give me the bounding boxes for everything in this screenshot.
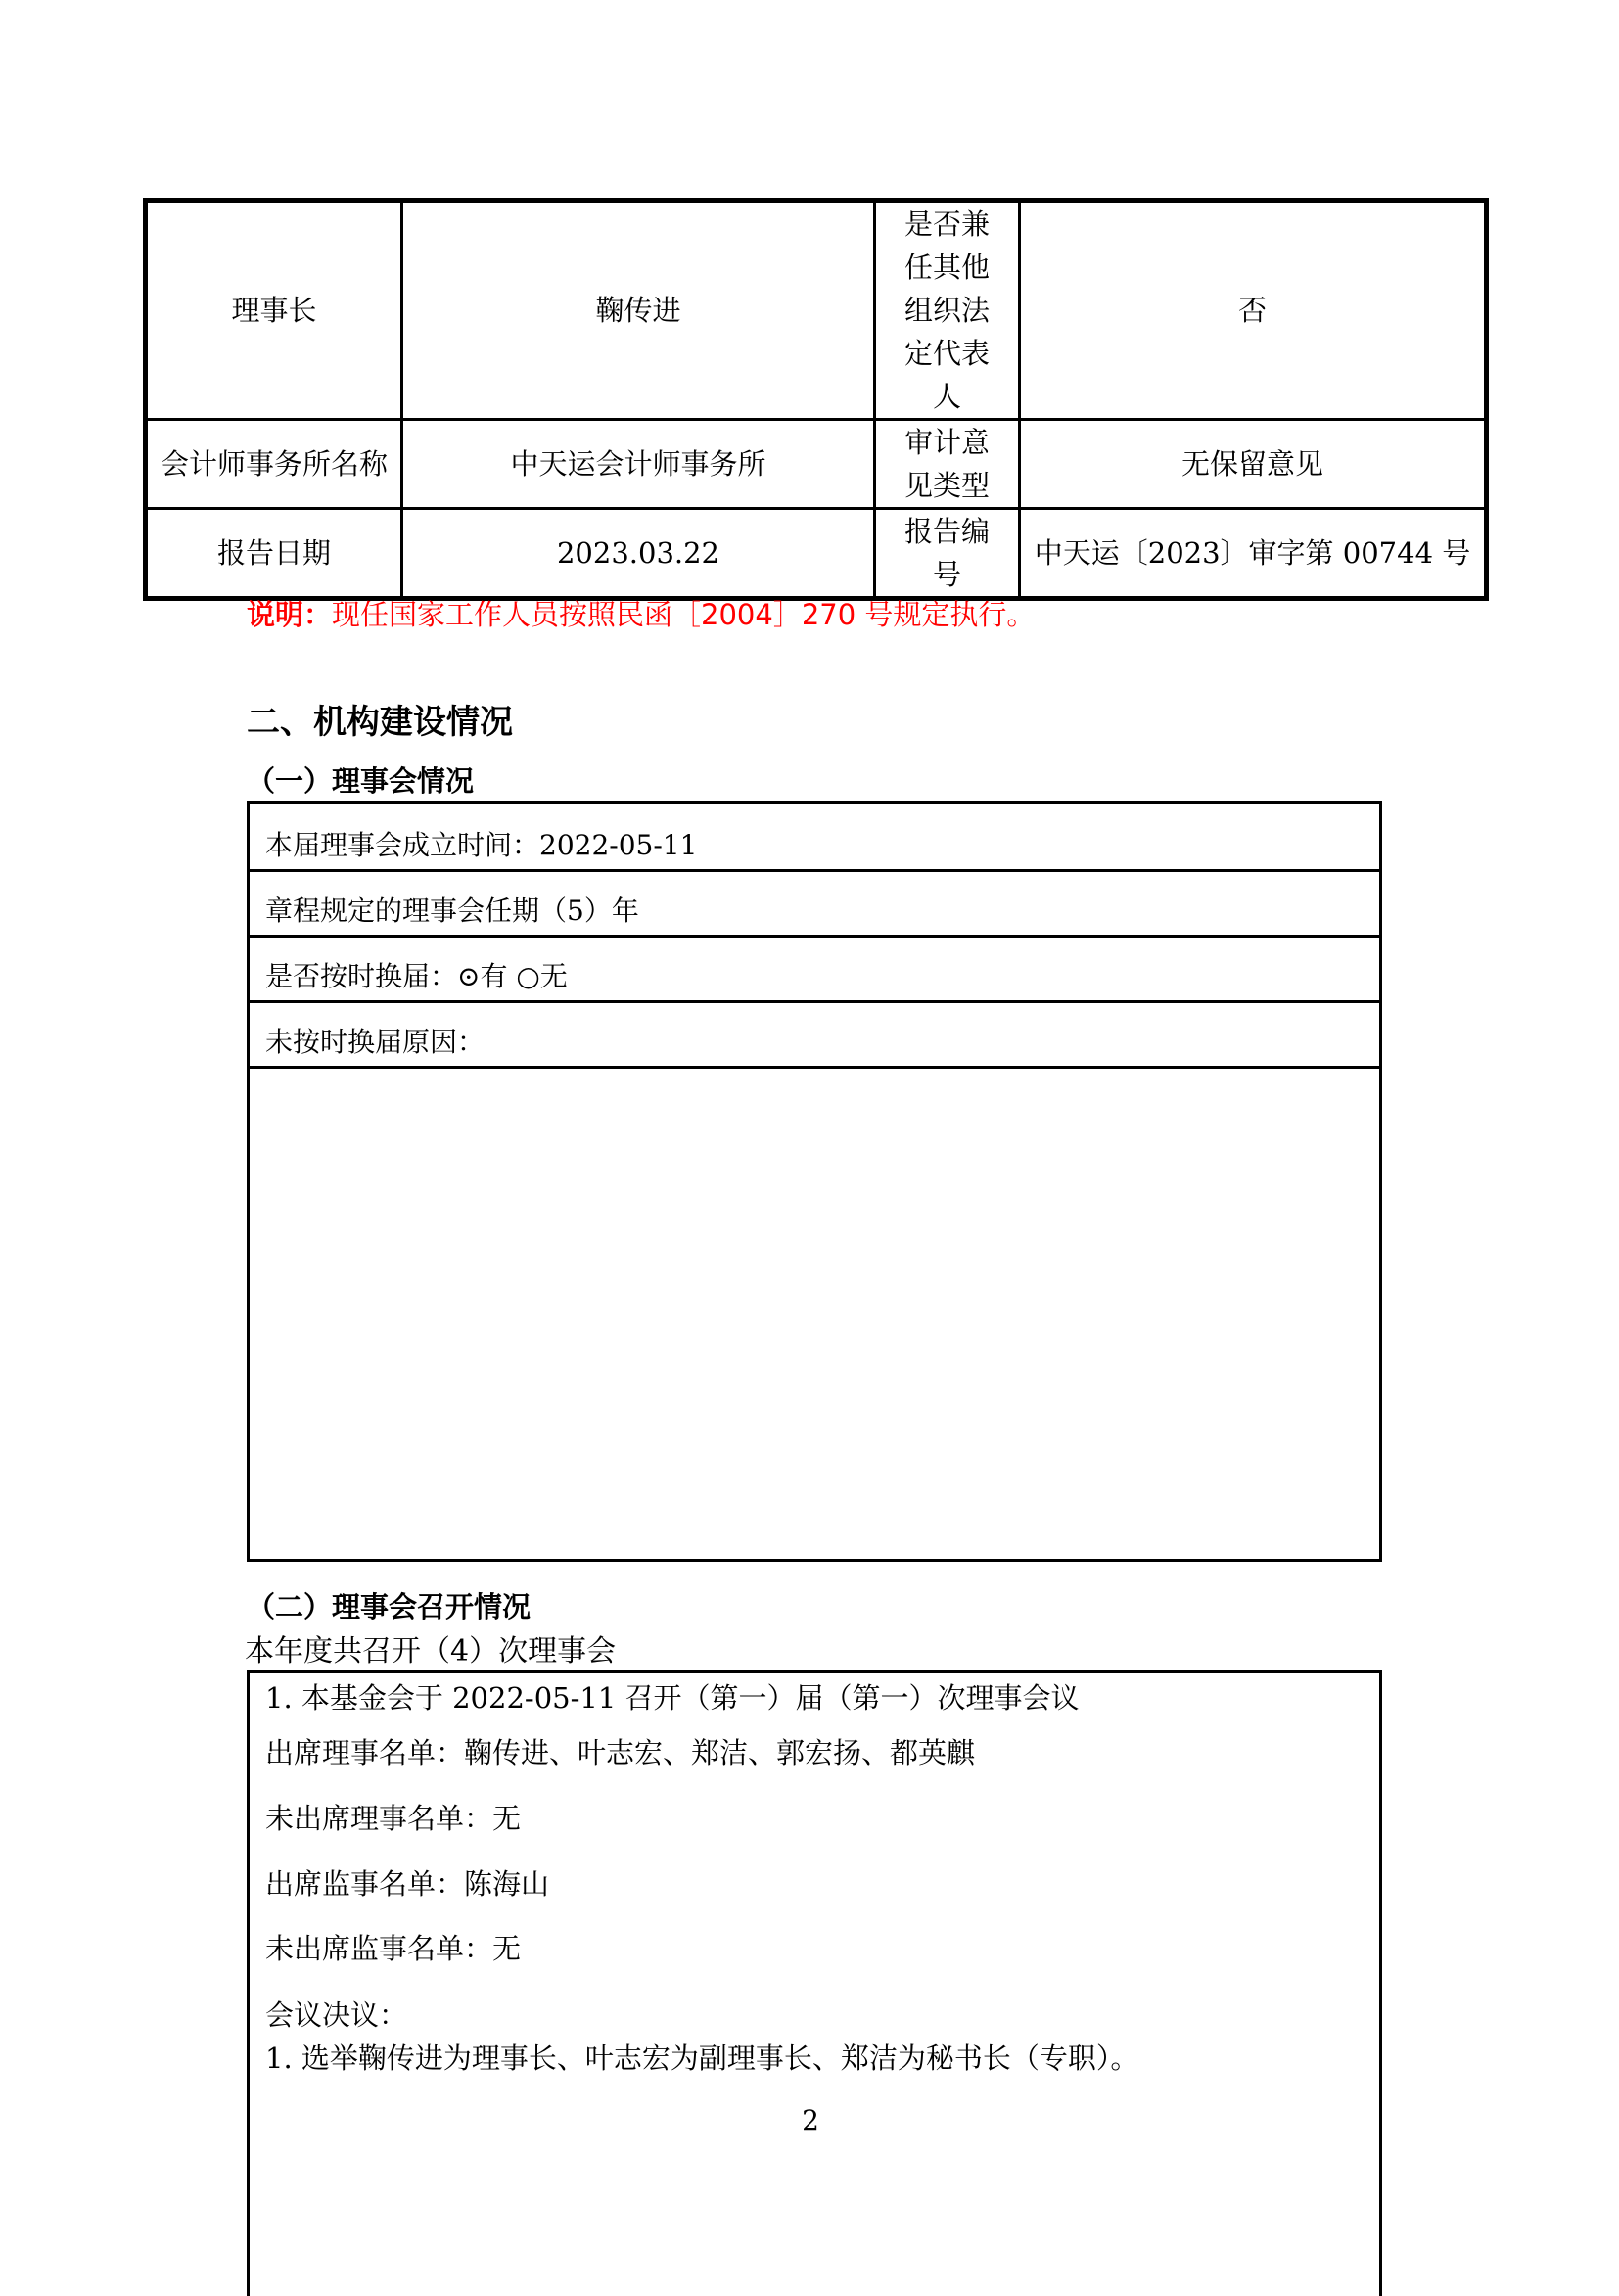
report-number-label: 报告编号 <box>903 515 990 591</box>
concurrent-rep-value: 否 <box>1020 201 1487 420</box>
chairman-label: 理事长 <box>146 201 402 420</box>
attending-supervisors: 出席监事名单：陈海山 <box>265 1867 550 1901</box>
table-row <box>146 509 1487 599</box>
attending-directors: 出席理事名单：鞠传进、叶志宏、郑洁、郭宏扬、都英麒 <box>265 1736 976 1769</box>
audit-opinion-value: 无保留意见 <box>1020 420 1487 509</box>
concurrent-rep-label: 是否兼任其他组织法定代表人 <box>903 207 990 413</box>
resolutions-label: 会议决议： <box>265 1998 408 2032</box>
absent-supervisors: 未出席监事名单：无 <box>265 1932 522 1965</box>
meeting-box <box>247 1670 1382 2296</box>
meeting-header: 1. 本基金会于 2022-05-11 召开（第一）届（第一）次理事会议 <box>265 1681 1080 1715</box>
meetings-section-title: （二）理事会召开情况 <box>247 1590 532 1624</box>
absent-directors: 未出席理事名单：无 <box>265 1802 522 1835</box>
note <box>247 593 1035 633</box>
page-number: 2 <box>802 2104 819 2136</box>
meeting-count: 本年度共召开（4）次理事会 <box>245 1634 617 1669</box>
report-date-value: 2023.03.22 <box>402 509 875 599</box>
board-reappointment-row[interactable] <box>250 938 1379 1003</box>
board-section-title: （一）理事会情况 <box>247 764 475 798</box>
organization-info-table <box>143 198 1489 601</box>
board-info-box <box>247 801 1382 1562</box>
note-prefix: 说明： <box>247 598 333 631</box>
board-reason-label: 未按时换届原因： <box>265 1026 486 1058</box>
resolution-item: 1. 选举鞠传进为理事长、叶志宏为副理事长、郑洁为秘书长（专职）。 <box>265 2042 1139 2075</box>
audit-firm-value: 中天运会计师事务所 <box>402 420 875 509</box>
board-term: 章程规定的理事会任期（5）年 <box>265 895 639 927</box>
board-reappointment-radio[interactable]: 是否按时换届：⊙有 ○无 <box>265 960 568 992</box>
table-row <box>146 201 1487 420</box>
board-term-row <box>250 872 1379 938</box>
board-reason-row <box>250 1003 1379 1069</box>
report-date-label: 报告日期 <box>146 509 402 599</box>
section-title: 二、机构建设情况 <box>247 703 513 742</box>
table-row <box>146 420 1487 509</box>
audit-firm-label: 会计师事务所名称 <box>146 420 402 509</box>
board-established: 本届理事会成立时间：2022-05-11 <box>265 829 698 861</box>
report-number-value: 中天运〔2023〕审字第 00744 号 <box>1020 509 1487 599</box>
chairman-value: 鞠传进 <box>402 201 875 420</box>
audit-opinion-label: 审计意见类型 <box>903 426 990 502</box>
board-reason-field[interactable] <box>250 1069 1379 1559</box>
note-text: 现任国家工作人员按照民函［2004］270 号规定执行。 <box>332 598 1036 631</box>
board-established-row <box>250 804 1379 872</box>
